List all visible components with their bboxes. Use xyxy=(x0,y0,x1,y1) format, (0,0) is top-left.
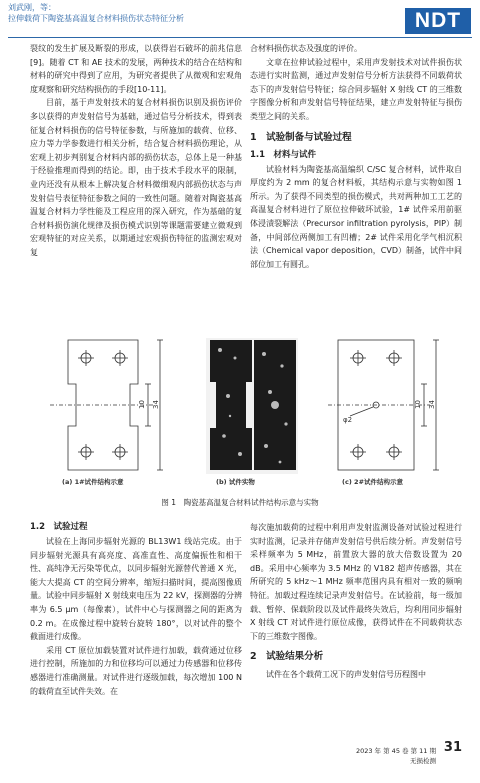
dim-label: 34 xyxy=(428,400,436,409)
journal-logo: NDT xyxy=(405,8,471,34)
specimen-1-schematic xyxy=(50,340,163,470)
figure-drawings xyxy=(30,336,462,476)
dim-label: φ2 xyxy=(343,416,353,424)
right-column-top xyxy=(250,42,462,271)
paragraph: 目前，基于声发射技术的复合材料损伤识别及损伤评价多以获得的声发射信号为基础，通过信号分析技术，得到表征复合材料损伤的信号特征参数，与所施加的载荷、位移、应力等力学参数进行相关分析，结合复合材料损伤理论，从宏观上初步判别复合材料内部的损伤状态，总体上是一种基于经验推理而得到的结论。即，由于技术手段水平的限制，业内还没有从根本上解决复合材料微细观内部损伤状态与声发射信号表征特征参数之间的一致性问题。随着对陶瓷基高温复合材料力学性能及工程应用的深入研究，作为基础的复合材料损伤演化规律及损伤模式识别等课题需要建立微观到宏观特征的对应关系，以期通过宏观损伤特征的监测宏观对复 xyxy=(30,98,242,257)
paragraph: 合材料损伤状态及强度的评价。 xyxy=(250,44,362,53)
specimen-photo xyxy=(206,338,298,474)
paragraph: 试验材料为陶瓷基高温编织 C/SC 复合材料，试件取自厚度约为 2 mm 的复合材料板，其结构示意与实物如图 1 所示。为了获得不同类型的损伤模式，共对两种加工工艺的高温复合材料进行了原位拉伸破坏试验，1# 试件采用前驱体浸渍裂解法（Precursor infiltration pyrolysis，PIP）制备，中间部位两侧加工有凹槽；2# 试件采用化学气相沉积法（Chemical vapor deposition，CVD）制备，试件中间部位加工有圆孔。 xyxy=(250,164,463,269)
left-column-bottom xyxy=(30,521,242,698)
paragraph: 试件在各个载荷工况下的声发射信号历程图中 xyxy=(266,670,426,680)
header-divider xyxy=(8,37,472,38)
journal-info xyxy=(356,746,436,766)
subsection-heading: 1.2 试验过程 xyxy=(30,522,88,532)
dim-label: 10 xyxy=(414,400,422,409)
subfigure-label-c: (c) 2#试件结构示意 xyxy=(342,478,404,486)
section-heading: 2 试验结果分析 xyxy=(250,651,324,663)
dim-label: 34 xyxy=(152,400,160,409)
dim-label: 10 xyxy=(138,400,146,409)
right-column-bottom xyxy=(250,521,462,682)
figure-caption: 图 1 陶瓷基高温复合材料试件结构示意与实物 xyxy=(161,498,319,507)
header-authors: 刘武刚，等： xyxy=(8,3,56,12)
journal-name: 无损检测 xyxy=(410,757,436,765)
page-number: 31 xyxy=(443,740,462,755)
paragraph: 采用 CT 原位加载装置对试件进行加载，载荷通过位移进行控制，所施加的力和位移均可以通过力传感器和位移传感器进行准确测量。对试件进行逐级加载，每次增加 100 N 的载荷直至试件失效。在 xyxy=(30,645,242,696)
left-column-top xyxy=(30,42,242,260)
running-header xyxy=(8,2,184,24)
paragraph: 试验在上海同步辐射光源的 BL13W1 线站完成。由于同步辐射光源具有高亮度、高准直性、高度偏振性和相干性、高纯净无污染等优点，以同步辐射光源替代普通 X 光，能大大提高 CT 的空间分辨率，缩短扫描时间，提高图像质量。试验中同步辐射 X 射线束电压为 22 kV，探测器的分辨率为 6.5 μm（每像素），试件中心与探测器之间的距离为 0.2 m。在成像过程中旋转台旋转 180°，以对试件的整个截面进行成像。 xyxy=(30,537,242,642)
section-heading: 1 试验制备与试验过程 xyxy=(250,131,352,143)
specimen-2-schematic xyxy=(328,340,439,470)
paragraph: 文章在拉伸试验过程中，采用声发射技术对试件损伤状态进行实时监测，通过声发射信号分析方法获得不同载荷状态下的声发射信号特征；综合同步辐射 X 射线 CT 的三维数字图像分析和声发射信号特征结果，建立声发射特征与损伤类型之间的关系。 xyxy=(250,57,462,121)
subfigure-label-b: (b) 试件实物 xyxy=(216,478,255,486)
journal-issue: 2023 年 第 45 卷 第 11 期 xyxy=(355,747,436,755)
figure-1 xyxy=(30,336,462,488)
subsection-heading: 1.1 材料与试件 xyxy=(250,149,317,160)
subfigure-label-a: (a) 1#试件结构示意 xyxy=(62,478,124,486)
paragraph: 每次施加载荷的过程中利用声发射监测设备对试验过程进行实时监测，记录并存储声发射信号供后续分析。声发射信号采样频率为 5 MHz，前置放大器的放大倍数设置为 20 dB。采用中心频率为 3.5 MHz 的 V182 超声传感器，其在所研究的 5 kHz～1 MHz 频率范围内具有相对一致的频响特征。加载过程连续记录声发射信号。在试验前，每一级加载、暂停、保载阶段以及试件最终失效后，均利用同步辐射 X 射线 CT 对试件进行原位成像，获得试件在不同载荷状态下的三维数字图像。 xyxy=(250,523,462,641)
paragraph: 裂纹的发生扩展及断裂的形成，以获得岩石破坏的前兆信息[9]。随着 CT 和 AE 技术的发展，两种技术的结合在结构和材料的研究中得到了应用，为研究者提供了从微观和宏观角度观察和研究结构损伤的手段[10-11]。 xyxy=(30,44,242,94)
header-title: 拉伸载荷下陶瓷基高温复合材料损伤状态特征分析 xyxy=(8,14,184,23)
